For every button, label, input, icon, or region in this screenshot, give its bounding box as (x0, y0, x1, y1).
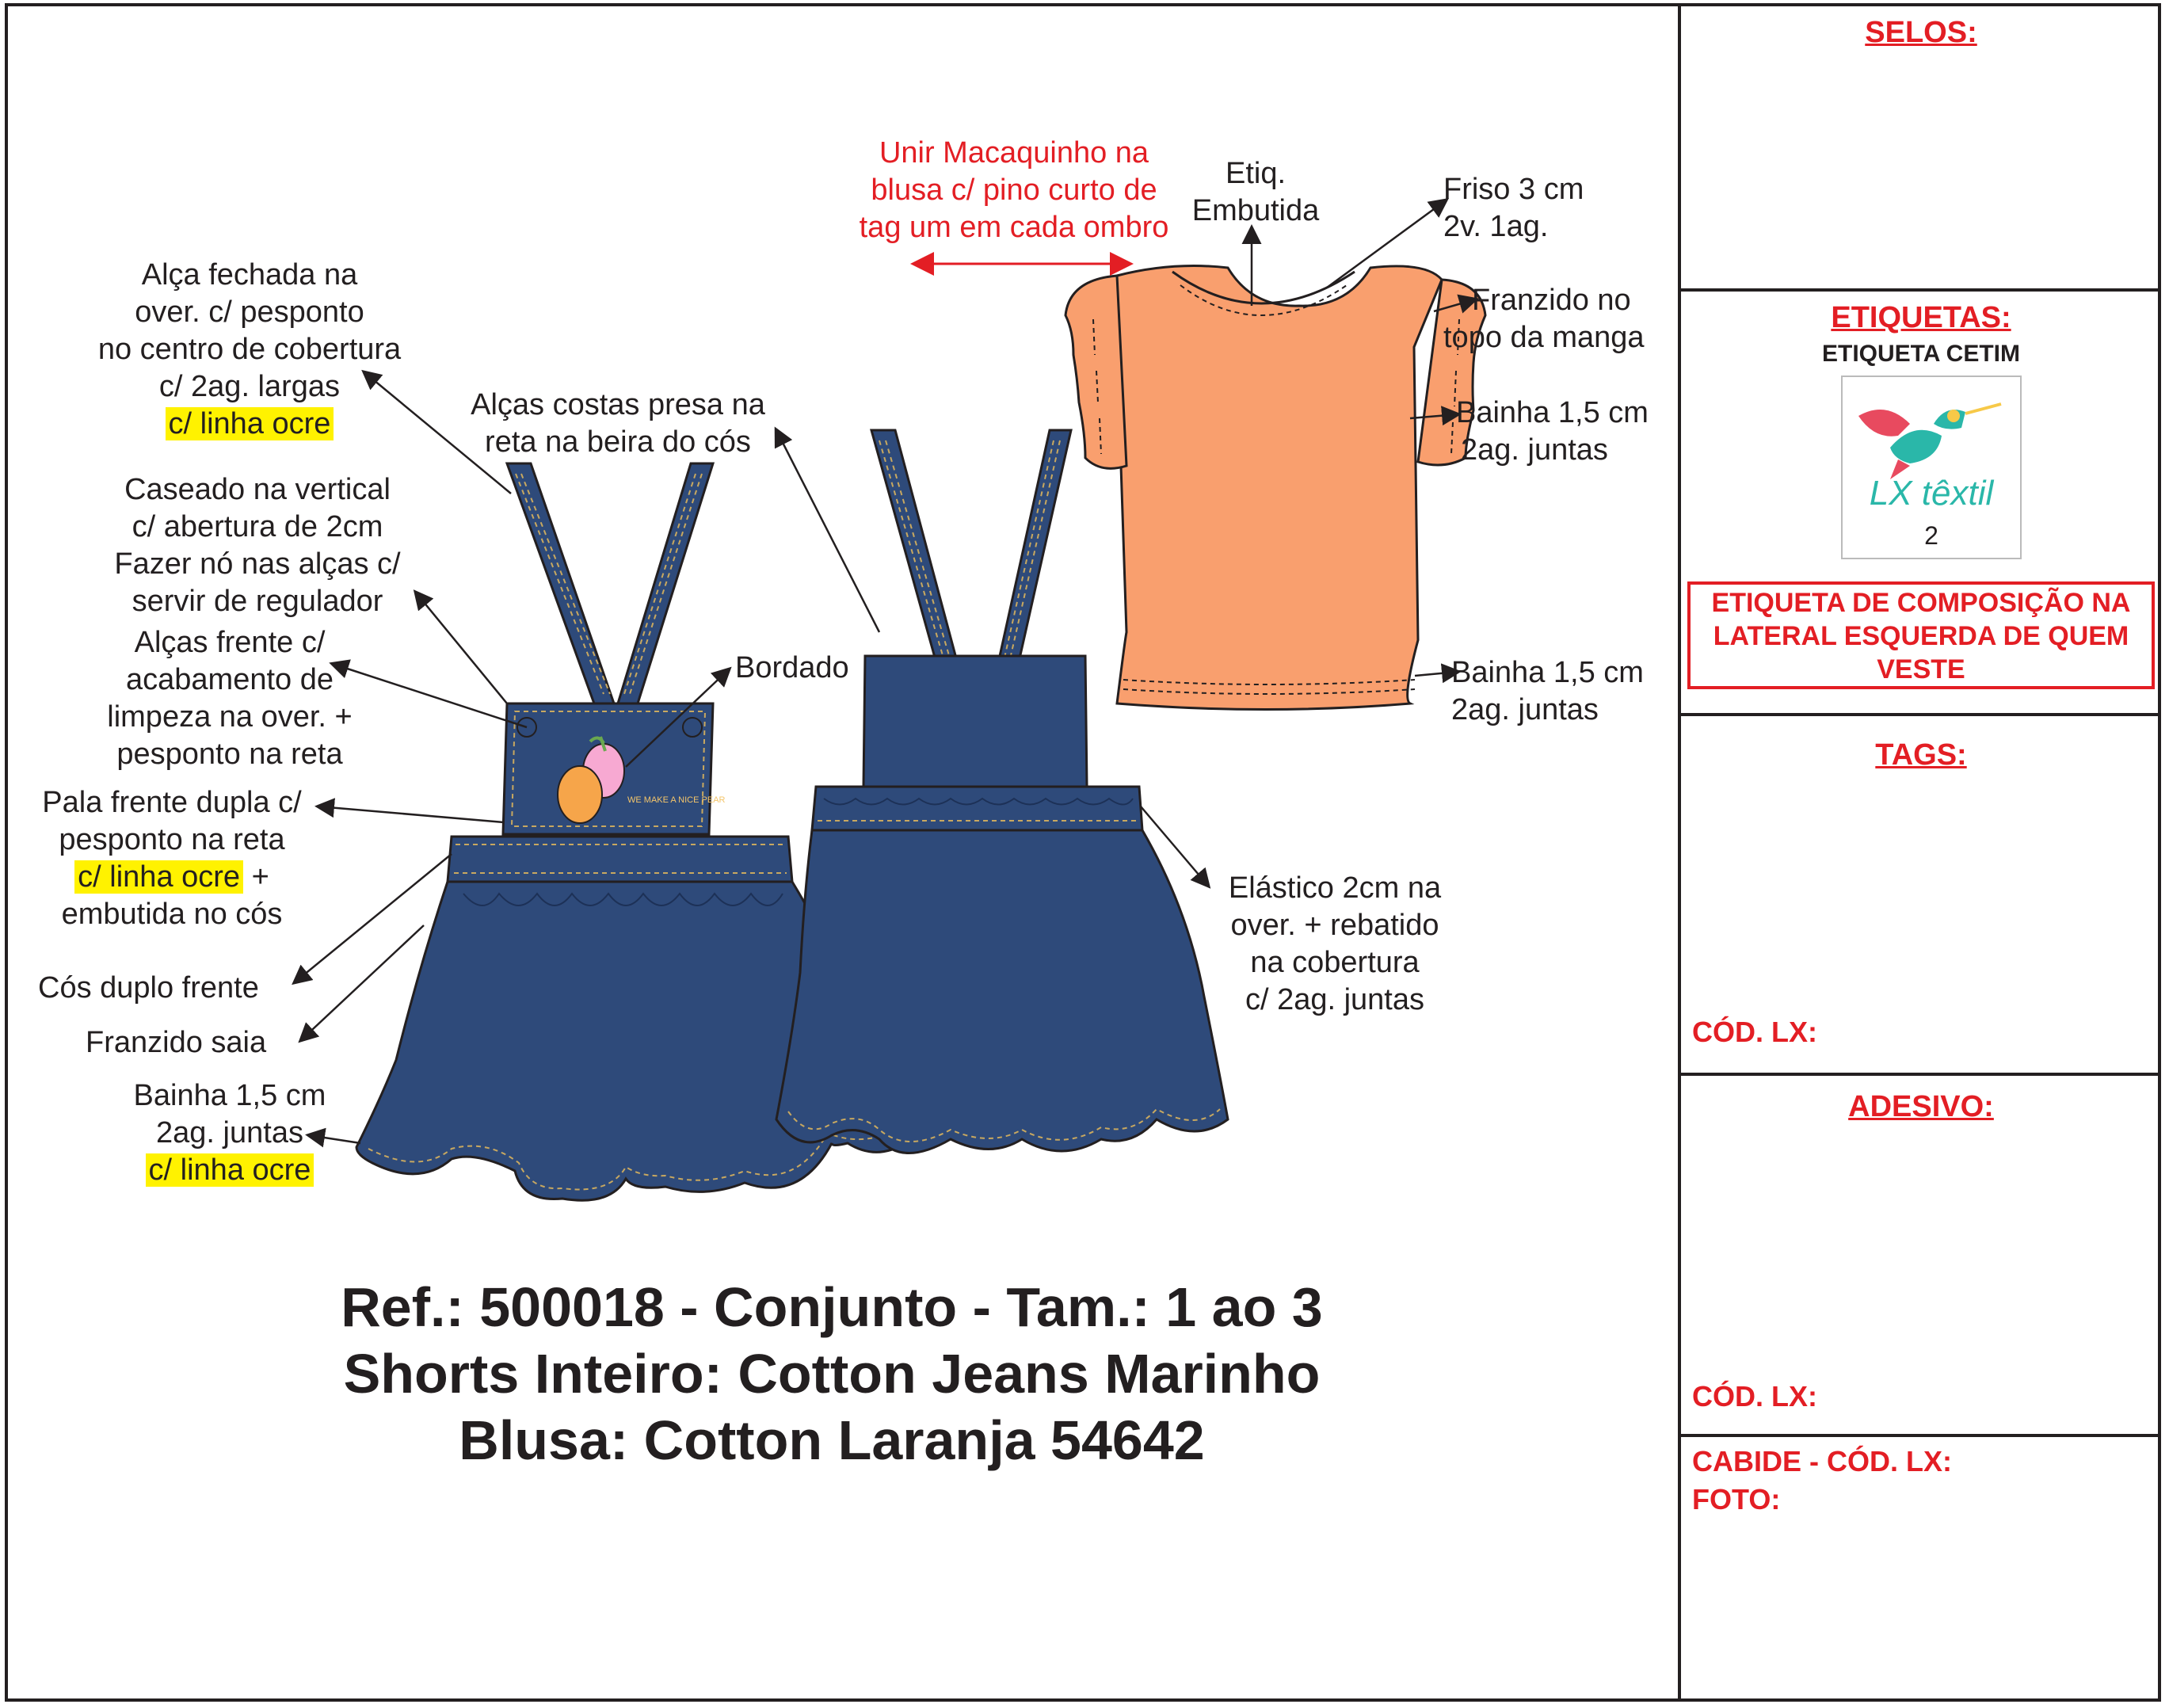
section-adesivo (1681, 1076, 2161, 1437)
embroidery-text: WE MAKE A NICE PEAR (627, 795, 726, 805)
note-cos-duplo: Cós duplo frente (38, 971, 259, 1005)
etiqueta-composicao-box: ETIQUETA DE COMPOSIÇÃO NA LATERAL ESQUERDA DE QUEM VESTE (1687, 581, 2155, 689)
note-unir-macaquinho: Unir Macaquinho na blusa c/ pino curto de tag um em cada ombro (859, 136, 1169, 244)
logo-text: LX têxtil (1869, 474, 1994, 513)
note-friso: Friso 3 cm 2v. 1ag. (1443, 173, 1584, 243)
info-panel (1678, 6, 2161, 1698)
note-alcas-frente: Alças frente c/ acabamento de limpeza na over. + pesponto na reta (107, 626, 353, 771)
note-bainha-saia: Bainha 1,5 cm 2ag. juntas c/ linha ocre (133, 1079, 326, 1187)
title-shorts: Shorts Inteiro: Cotton Jeans Marinho (343, 1343, 1321, 1405)
note-etiq-embutida: Etiq. Embutida (1191, 157, 1320, 227)
title-blusa: Blusa: Cotton Laranja 54642 (459, 1409, 1205, 1471)
note-bordado: Bordado (735, 651, 849, 684)
note-alcas-costas: Alças costas presa na reta na beira do cós (471, 388, 765, 459)
section-selos (1681, 6, 2161, 292)
section-cabide (1681, 1437, 2161, 1698)
foto-label: FOTO: (1692, 1483, 1781, 1515)
etiquetas-heading: ETIQUETAS: (1831, 301, 2011, 334)
etiqueta-cetim-label: ETIQUETA CETIM (1822, 341, 2020, 367)
adesivo-cod-lx: CÓD. LX: (1692, 1380, 1817, 1413)
back-bodice (863, 656, 1087, 787)
back-elastic-waist (812, 787, 1142, 830)
front-waistband (448, 837, 792, 882)
note-caseado: Caseado na vertical c/ abertura de 2cm Fazer nó nas alças c/ servir de regulador (114, 473, 401, 618)
logo-number: 2 (1924, 521, 1938, 550)
highlight-linha-ocre: c/ linha ocre (146, 1153, 314, 1187)
back-skirt (776, 830, 1228, 1153)
selos-heading: SELOS: (1865, 16, 1977, 49)
tags-cod-lx: CÓD. LX: (1692, 1016, 1817, 1048)
adesivo-heading: ADESIVO: (1848, 1090, 1994, 1123)
note-alca-fechada: Alça fechada na over. c/ pesponto no centro de cobertura c/ 2ag. largas c/ linha ocre (97, 258, 402, 440)
note-franzido-saia: Franzido saia (86, 1026, 267, 1059)
note-elastico: Elástico 2cm na over. + rebatido na cobertura c/ 2ag. juntas (1228, 871, 1442, 1016)
cabide-cod-lx: CABIDE - CÓD. LX: (1692, 1445, 1952, 1477)
tags-heading: TAGS: (1875, 738, 1967, 772)
note-pala-frente: Pala frente dupla c/ pesponto na reta c/ linha ocre + embutida no cós (42, 786, 302, 931)
section-etiquetas (1681, 292, 2161, 716)
blouse-drawing (1065, 266, 1485, 710)
highlight-linha-ocre: c/ linha ocre (166, 407, 334, 440)
note-bainha-manga: Bainha 1,5 cm 2ag. juntas (1456, 396, 1649, 467)
tech-sheet (5, 3, 2161, 1702)
highlight-linha-ocre: c/ linha ocre (74, 860, 243, 894)
blouse-body (1117, 266, 1442, 710)
lx-textil-logo (1841, 376, 2022, 559)
reference-title (8, 1274, 1656, 1474)
title-ref: Ref.: 500018 - Conjunto - Tam.: 1 ao 3 (341, 1276, 1323, 1338)
note-bainha-blusa: Bainha 1,5 cm 2ag. juntas (1451, 656, 1644, 726)
section-tags (1681, 716, 2161, 1076)
note-franzido-manga: Franzido no topo da manga (1443, 284, 1645, 354)
front-strap-left (507, 463, 614, 703)
